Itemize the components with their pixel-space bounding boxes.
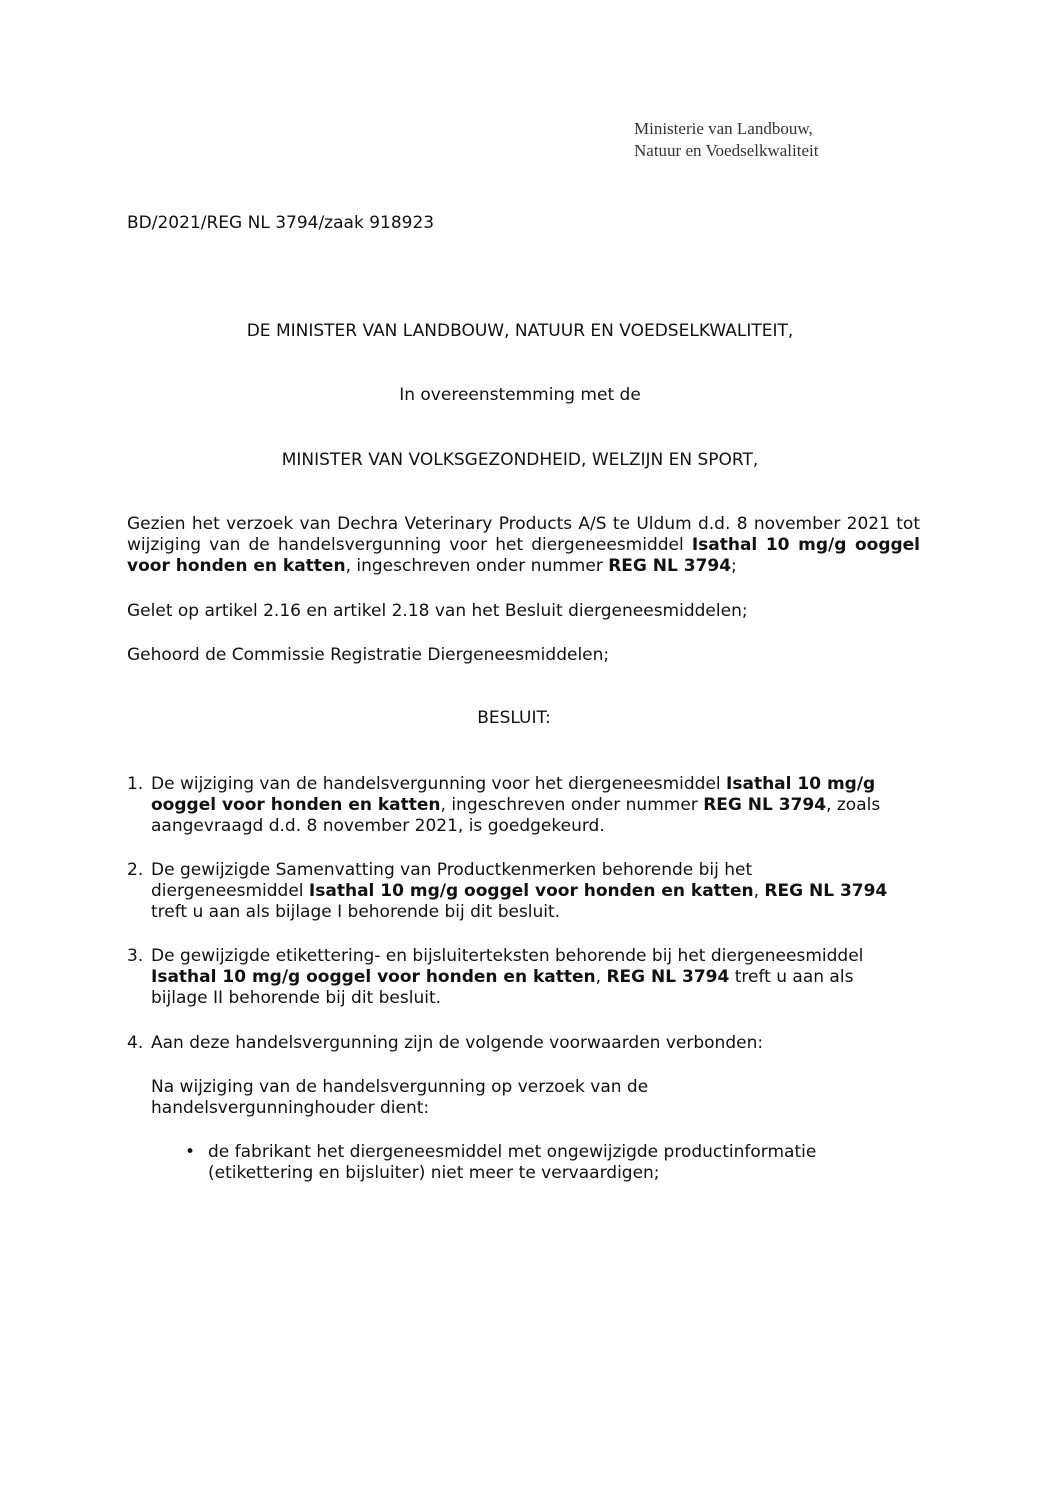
list-number: 4. <box>127 1033 144 1053</box>
list-item-3: 3. De gewijzigde etikettering- en bijsluiterteksten behorende bij het diergeneesmiddel Isathal 10 mg/g ooggel voor honden en katten, REG NL 3794 treft u aan als bijlage II behorende bij dit besluit. <box>127 946 864 1008</box>
product-name: Isathal 10 mg/g ooggel voor honden en katten <box>308 881 754 901</box>
registration-number: REG NL 3794 <box>703 795 827 815</box>
heading-besluit: BESLUIT: <box>477 708 551 728</box>
bullet-item: • de fabrikant het diergeneesmiddel met ongewijzigde productinformatie (etikettering en bijsluiter) niet meer te vervaardigen; <box>185 1142 817 1183</box>
reference-number: BD/2021/REG NL 3794/zaak 918923 <box>127 213 435 233</box>
list-number: 1. <box>127 774 144 794</box>
ministry-line-1: Ministerie van Landbouw, <box>634 119 813 138</box>
product-name: Isathal 10 mg/g ooggel voor honden en katten <box>127 535 921 576</box>
heading-minister-lnv: DE MINISTER VAN LANDBOUW, NATUUR EN VOEDSELKWALITEIT, <box>246 321 794 341</box>
list-item-1: 1. De wijziging van de handelsvergunning voor het diergeneesmiddel Isathal 10 mg/g ooggel voor honden en katten, ingeschreven onder nummer REG NL 3794, zoals aangevraagd d.d. 8 november 2021, is goedgekeurd. <box>127 774 881 836</box>
registration-number: REG NL 3794 <box>764 881 888 901</box>
heading-minister-vws: MINISTER VAN VOLKSGEZONDHEID, WELZIJN EN SPORT, <box>281 450 759 470</box>
condition-intro: Na wijziging van de handelsvergunning op verzoek van de handelsvergunninghouder dient: <box>151 1077 649 1118</box>
paragraph-gezien: Gezien het verzoek van Dechra Veterinary Products A/S te Uldum d.d. 8 november 2021 tot wijziging van de handelsvergunning voor het diergeneesmiddel Isathal 10 mg/g ooggel voor honden en katten, ingeschreven onder nummer REG NL 3794; <box>127 514 921 576</box>
registration-number: REG NL 3794 <box>608 556 732 576</box>
heading-in-overeenstemming: In overeenstemming met de <box>399 385 641 405</box>
list-number: 3. <box>127 946 144 966</box>
ministry-logo-text <box>634 118 818 162</box>
paragraph-gelet: Gelet op artikel 2.16 en artikel 2.18 van het Besluit diergeneesmiddelen; <box>127 601 748 621</box>
product-name: Isathal 10 mg/g ooggel voor honden en katten <box>151 967 596 987</box>
product-name: Isathal 10 mg/g ooggel voor honden en katten <box>151 774 876 815</box>
list-number: 2. <box>127 860 144 880</box>
list-item-4: 4. Aan deze handelsvergunning zijn de volgende voorwaarden verbonden: <box>127 1033 764 1053</box>
bullet-icon: • <box>185 1142 196 1162</box>
list-item-2: 2. De gewijzigde Samenvatting van Productkenmerken behorende bij het diergeneesmiddel Isathal 10 mg/g ooggel voor honden en katten, REG NL 3794 treft u aan als bijlage I behorende bij dit besluit. <box>127 860 888 922</box>
ministry-line-2: Natuur en Voedselkwaliteit <box>634 141 819 160</box>
registration-number: REG NL 3794 <box>606 967 730 987</box>
paragraph-gehoord: Gehoord de Commissie Registratie Diergeneesmiddelen; <box>127 645 610 665</box>
